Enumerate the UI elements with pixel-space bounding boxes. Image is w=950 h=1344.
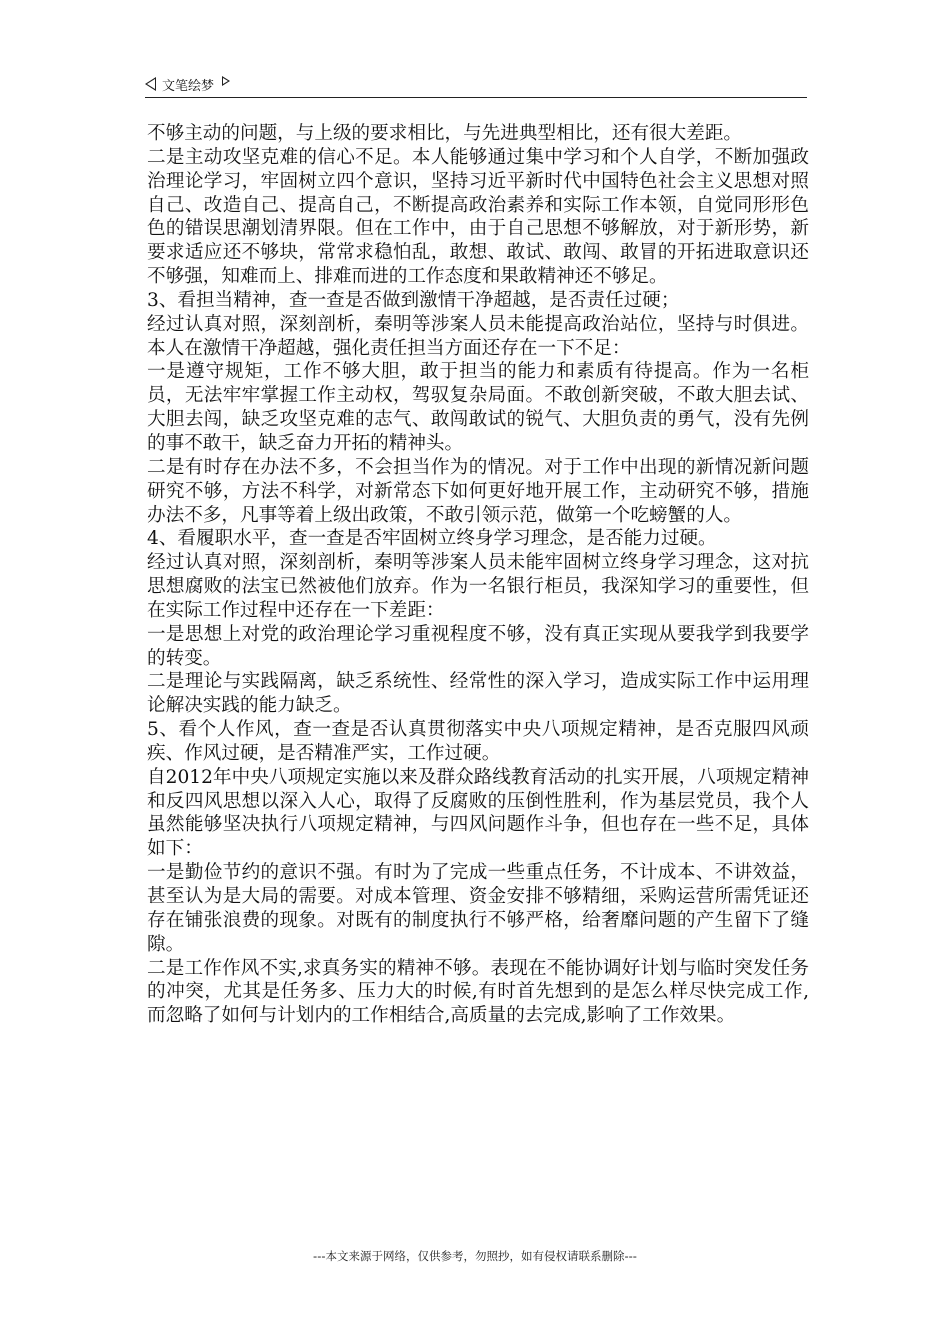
paragraph-14: 二是工作作风不实,求真务实的精神不够。表现在不能协调好计划与临时突发任务的冲突，尤其是任务多、压力大的时候,有时首先想到的是怎么样尽快完成工作,而忽略了如何与计划内的工作相结合,高质量的去完成,影响了工作效果。 bbox=[147, 957, 809, 1027]
header-title: 文笔绘梦 bbox=[162, 78, 215, 94]
left-triangle-icon bbox=[145, 77, 156, 91]
paragraph-2: 二是主动攻坚克难的信心不足。本人能够通过集中学习和个人自学，不断加强政治理论学习，牢固树立四个意识，坚持习近平新时代中国特色社会主义思想对照自己、改造自己、提高自己，不断提高政治素养和实际工作本领，自觉同形形色色的错误思潮划清界限。但在工作中，由于自己思想不够解放，对于新形势，新要求适应还不够块，常常求稳怕乱，敢想、敢试、敢闯、敢冒的开拓进取意识还不够强，知难而上、排难而进的工作态度和果敢精神还不够足。 bbox=[147, 146, 809, 288]
paragraph-6: 二是有时存在办法不多，不会担当作为的情况。对于工作中出现的新情况新问题研究不够，方法不科学，对新常态下如何更好地开展工作，主动研究不够，措施办法不多，凡事等着上级出政策，不敢引领示范，做第一个吃螃蟹的人。 bbox=[147, 456, 809, 526]
document-body bbox=[147, 122, 809, 1028]
header-divider bbox=[145, 97, 807, 98]
paragraph-9: 一是思想上对党的政治理论学习重视程度不够，没有真正实现从要我学到我要学的转变。 bbox=[147, 623, 809, 669]
paragraph-8: 经过认真对照，深刻剖析，秦明等涉案人员未能牢固树立终身学习理念，这对抗思想腐败的法宝已然被他们放弃。作为一名银行柜员，我深知学习的重要性，但在实际工作过程中还存在一下差距： bbox=[147, 552, 809, 621]
paragraph-1: 不够主动的问题，与上级的要求相比，与先进典型相比，还有很大差距。 bbox=[147, 123, 743, 144]
footer-notice: ---本文来源于网络，仅供参考，勿照抄，如有侵权请联系删除--- bbox=[313, 1249, 637, 1263]
paragraph-13: 一是勤俭节约的意识不强。有时为了完成一些重点任务，不计成本、不讲效益，甚至认为是大局的需要。对成本管理、资金安排不够精细，采购运营所需凭证还存在铺张浪费的现象。对既有的制度执行不够严格，给奢靡问题的产生留下了缝隙。 bbox=[147, 862, 809, 955]
section-heading-3: 3、看担当精神，查一查是否做到激情干净超越，是否责任过硬； bbox=[147, 289, 680, 311]
right-triangle-icon bbox=[222, 76, 230, 86]
paragraph-12: 自2012年中央八项规定实施以来及群众路线教育活动的扎实开展，八项规定精神和反四风思想以深入人心，取得了反腐败的压倒性胜利，作为基层党员，我个人虽然能够坚决执行八项规定精神，与四风问题作斗争，但也存在一些不足，具体如下： bbox=[147, 766, 809, 860]
section-heading-4: 4、看履职水平，查一查是否牢固树立终身学习理念，是否能力过硬。 bbox=[147, 528, 717, 550]
paragraph-5: 一是遵守规矩，工作不够大胆，敢于担当的能力和素质有待提高。作为一名柜员，无法牢牢掌握工作主动权，驾驭复杂局面。不敢创新突破，不敢大胆去试、大胆去闯，缺乏攻坚克难的志气、敢闯敢试的锐气、大胆负责的勇气，没有先例的事不敢干，缺乏奋力开拓的精神头。 bbox=[147, 361, 809, 454]
section-heading-5: 5、看个人作风，查一查是否认真贯彻落实中央八项规定精神，是否克服四风顽疾、作风过硬，是否精准严实，工作过硬。 bbox=[147, 719, 809, 764]
paragraph-4: 经过认真对照，深刻剖析，秦明等涉案人员未能提高政治站位，坚持与时俱进。本人在激情干净超越，强化责任担当方面还存在一下不足： bbox=[147, 313, 809, 359]
paragraph-10: 二是理论与实践隔离，缺乏系统性、经常性的深入学习，造成实际工作中运用理论解决实践的能力缺乏。 bbox=[147, 671, 809, 717]
page-header bbox=[145, 72, 807, 96]
